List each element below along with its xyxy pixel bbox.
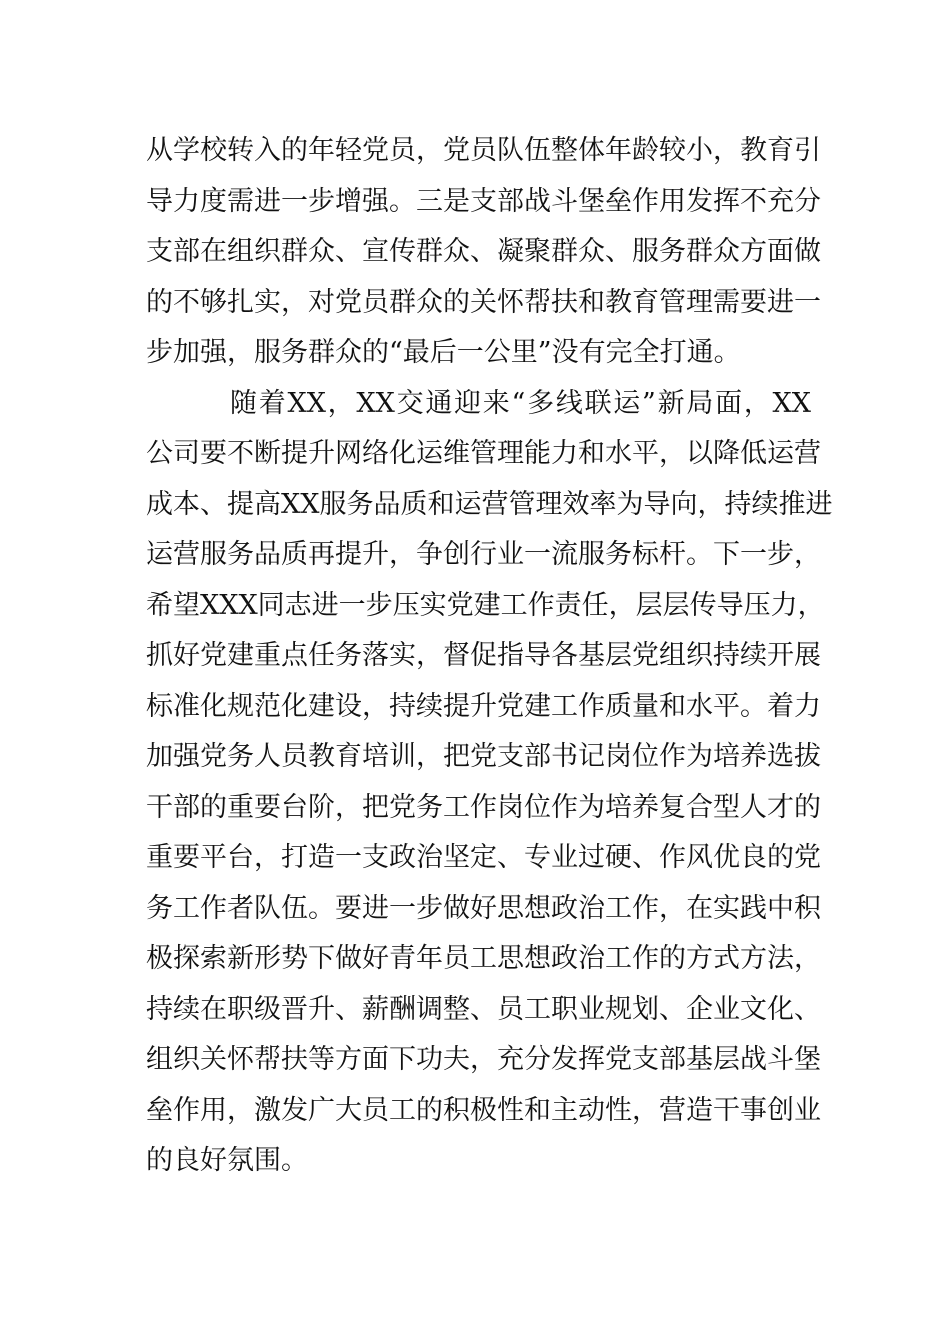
paragraph-line: 随着XX，XX交通迎来“多线联运”新局面，XX <box>230 387 811 419</box>
paragraph-line: 成本、提高XX服务品质和运营管理效率为导向，持续推进 <box>146 488 833 520</box>
paragraph-line: 步加强，服务群众的“最后一公里”没有完全打通。 <box>146 337 741 368</box>
paragraph-line: 干部的重要台阶，把党务工作岗位作为培养复合型人才的 <box>146 791 821 823</box>
paragraph-line: 支部在组织群众、宣传群众、凝聚群众、服务群众方面做 <box>146 236 821 267</box>
paragraph-line: 运营服务品质再提升，争创行业一流服务标杆。下一步， <box>146 539 821 570</box>
paragraph-line: 垒作用，激发广大员工的积极性和主动性，营造干事创业 <box>146 1094 821 1126</box>
paragraph-line: 公司要不断提升网络化运维管理能力和水平，以降低运营 <box>146 438 821 469</box>
paragraph-line: 组织关怀帮扶等方面下功夫，充分发挥党支部基层战斗堡 <box>146 1044 821 1075</box>
paragraph-line: 重要平台，打造一支政治坚定、专业过硬、作风优良的党 <box>146 842 821 873</box>
paragraph-line: 务工作者队伍。要进一步做好思想政治工作，在实践中积 <box>146 892 821 924</box>
paragraph-1 <box>146 126 821 379</box>
paragraph-line: 抓好党建重点任务落实，督促指导各基层党组织持续开展 <box>146 640 821 671</box>
document-body <box>146 126 833 1187</box>
paragraph-line: 标准化规范化建设，持续提升党建工作质量和水平。着力 <box>146 690 821 722</box>
paragraph-line: 持续在职级晋升、薪酬调整、员工职业规划、企业文化、 <box>146 993 821 1025</box>
paragraph-line: 希望XXX同志进一步压实党建工作责任，层层传导压力， <box>146 589 825 621</box>
paragraph-2 <box>146 379 833 1187</box>
paragraph-line: 的良好氛围。 <box>146 1145 308 1176</box>
paragraph-line: 的不够扎实，对党员群众的关怀帮扶和教育管理需要进一 <box>146 286 821 318</box>
paragraph-line: 导力度需进一步增强。三是支部战斗堡垒作用发挥不充分 <box>146 185 821 217</box>
paragraph-line: 从学校转入的年轻党员，党员队伍整体年龄较小，教育引 <box>146 135 821 166</box>
paragraph-line: 加强党务人员教育培训，把党支部书记岗位作为培养选拔 <box>146 741 821 772</box>
paragraph-line: 极探索新形势下做好青年员工思想政治工作的方式方法， <box>146 943 821 974</box>
